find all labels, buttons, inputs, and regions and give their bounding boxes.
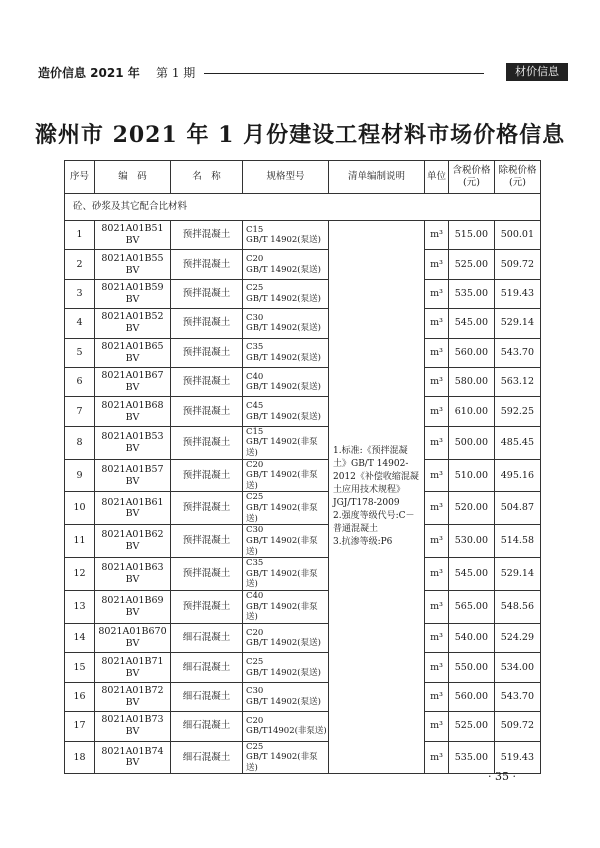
cell-seq: 1 xyxy=(65,221,95,250)
cell-seq: 5 xyxy=(65,338,95,367)
cell-unit: m³ xyxy=(425,309,449,338)
table-row xyxy=(65,338,541,367)
cell-spec: C25 GB/T 14902(泵送) xyxy=(243,653,329,682)
cell-seq: 18 xyxy=(65,741,95,774)
table-row xyxy=(65,525,541,558)
cell-price-notax: 500.01 xyxy=(495,221,541,250)
page-title: 滁州市 2021 年 1 月份建设工程材料市场价格信息 xyxy=(34,122,566,148)
col-header-desc: 清单编制说明 xyxy=(329,161,425,194)
cell-price-notax: 529.14 xyxy=(495,558,541,591)
cell-price-tax: 535.00 xyxy=(449,279,495,308)
cell-price-notax: 509.72 xyxy=(495,712,541,741)
col-header-seq: 序号 xyxy=(65,161,95,194)
cell-price-tax: 510.00 xyxy=(449,459,495,492)
cell-unit: m³ xyxy=(425,279,449,308)
cell-price-tax: 535.00 xyxy=(449,741,495,774)
table-row xyxy=(65,623,541,652)
running-header xyxy=(38,64,559,82)
table-row xyxy=(65,741,541,774)
issue-number: 第 1 期 xyxy=(156,66,196,80)
cell-price-notax: 485.45 xyxy=(495,426,541,459)
cell-price-tax: 550.00 xyxy=(449,653,495,682)
cell-price-tax: 515.00 xyxy=(449,221,495,250)
table-row xyxy=(65,459,541,492)
cell-unit: m³ xyxy=(425,591,449,624)
cell-name: 预拌混凝土 xyxy=(171,525,243,558)
cell-seq: 8 xyxy=(65,426,95,459)
cell-seq: 11 xyxy=(65,525,95,558)
cell-spec: C25 GB/T 14902(非泵送) xyxy=(243,492,329,525)
table-row xyxy=(65,279,541,308)
cell-name: 预拌混凝土 xyxy=(171,459,243,492)
cell-code: 8021A01B74 BV xyxy=(95,741,171,774)
cell-name: 预拌混凝土 xyxy=(171,492,243,525)
cell-price-tax: 545.00 xyxy=(449,558,495,591)
cell-seq: 15 xyxy=(65,653,95,682)
cell-price-tax: 560.00 xyxy=(449,682,495,711)
cell-price-notax: 495.16 xyxy=(495,459,541,492)
cell-price-notax: 543.70 xyxy=(495,338,541,367)
cell-price-notax: 548.56 xyxy=(495,591,541,624)
cell-unit: m³ xyxy=(425,558,449,591)
page-number: · 35 · xyxy=(488,770,516,783)
cell-price-tax: 560.00 xyxy=(449,338,495,367)
cell-spec: C15 GB/T 14902(泵送) xyxy=(243,221,329,250)
col-header-code: 编 码 xyxy=(95,161,171,194)
cell-unit: m³ xyxy=(425,426,449,459)
table-row xyxy=(65,367,541,396)
cell-spec: C35 GB/T 14902(非泵送) xyxy=(243,558,329,591)
price-table xyxy=(64,160,541,774)
cell-spec: C15 GB/T 14902(非泵送) xyxy=(243,426,329,459)
cell-name: 预拌混凝土 xyxy=(171,591,243,624)
cell-unit: m³ xyxy=(425,653,449,682)
col-header-spec: 规格型号 xyxy=(243,161,329,194)
cell-name: 细石混凝土 xyxy=(171,712,243,741)
section-tag: 材价信息 xyxy=(506,63,568,81)
cell-seq: 12 xyxy=(65,558,95,591)
cell-name: 预拌混凝土 xyxy=(171,250,243,279)
cell-unit: m³ xyxy=(425,221,449,250)
cell-spec: C35 GB/T 14902(泵送) xyxy=(243,338,329,367)
cell-spec: C20 GB/T 14902(非泵送) xyxy=(243,459,329,492)
cell-spec: C20 GB/T 14902(泵送) xyxy=(243,623,329,652)
cell-price-tax: 565.00 xyxy=(449,591,495,624)
cell-seq: 4 xyxy=(65,309,95,338)
cell-unit: m³ xyxy=(425,623,449,652)
cell-code: 8021A01B71 BV xyxy=(95,653,171,682)
cell-name: 预拌混凝土 xyxy=(171,558,243,591)
cell-price-notax: 514.58 xyxy=(495,525,541,558)
cell-name: 预拌混凝土 xyxy=(171,426,243,459)
cell-seq: 17 xyxy=(65,712,95,741)
cell-name: 预拌混凝土 xyxy=(171,279,243,308)
cell-code: 8021A01B53 BV xyxy=(95,426,171,459)
cell-price-notax: 592.25 xyxy=(495,397,541,426)
table-row xyxy=(65,712,541,741)
cell-price-tax: 610.00 xyxy=(449,397,495,426)
cell-price-notax: 524.29 xyxy=(495,623,541,652)
cell-seq: 2 xyxy=(65,250,95,279)
cell-spec: C30 GB/T 14902(泵送) xyxy=(243,682,329,711)
cell-code: 8021A01B52 BV xyxy=(95,309,171,338)
cell-name: 细石混凝土 xyxy=(171,623,243,652)
cell-price-tax: 520.00 xyxy=(449,492,495,525)
table-row xyxy=(65,682,541,711)
cell-name: 预拌混凝土 xyxy=(171,338,243,367)
cell-code: 8021A01B73 BV xyxy=(95,712,171,741)
cell-seq: 13 xyxy=(65,591,95,624)
col-header-unit: 单位 xyxy=(425,161,449,194)
cell-spec: C20 GB/T14902(非泵送) xyxy=(243,712,329,741)
cell-price-notax: 519.43 xyxy=(495,279,541,308)
cell-spec: C25 GB/T 14902(泵送) xyxy=(243,279,329,308)
cell-spec: C40 GB/T 14902(泵送) xyxy=(243,367,329,396)
cell-seq: 10 xyxy=(65,492,95,525)
cell-name: 预拌混凝土 xyxy=(171,397,243,426)
cell-unit: m³ xyxy=(425,492,449,525)
cell-price-notax: 504.87 xyxy=(495,492,541,525)
cell-unit: m³ xyxy=(425,459,449,492)
cell-price-notax: 529.14 xyxy=(495,309,541,338)
table-row xyxy=(65,221,541,250)
table-row xyxy=(65,492,541,525)
col-header-name: 名 称 xyxy=(171,161,243,194)
cell-code: 8021A01B670 BV xyxy=(95,623,171,652)
cell-unit: m³ xyxy=(425,712,449,741)
cell-name: 预拌混凝土 xyxy=(171,367,243,396)
cell-code: 8021A01B57 BV xyxy=(95,459,171,492)
cell-spec: C20 GB/T 14902(泵送) xyxy=(243,250,329,279)
cell-price-tax: 525.00 xyxy=(449,712,495,741)
table-row xyxy=(65,397,541,426)
cell-price-tax: 500.00 xyxy=(449,426,495,459)
cell-price-tax: 545.00 xyxy=(449,309,495,338)
cell-spec: C40 GB/T 14902(非泵送) xyxy=(243,591,329,624)
cell-code: 8021A01B72 BV xyxy=(95,682,171,711)
cell-unit: m³ xyxy=(425,397,449,426)
cell-unit: m³ xyxy=(425,741,449,774)
col-header-price-notax: 除税价格(元) xyxy=(495,161,541,194)
cell-price-notax: 519.43 xyxy=(495,741,541,774)
table-row xyxy=(65,653,541,682)
section-row xyxy=(65,194,541,221)
cell-seq: 6 xyxy=(65,367,95,396)
cell-seq: 14 xyxy=(65,623,95,652)
cell-price-notax: 509.72 xyxy=(495,250,541,279)
cell-code: 8021A01B51 BV xyxy=(95,221,171,250)
cell-note: 1.标准:《预拌混凝土》GB/T 14902-2012《补偿收缩混凝土应用技术规程》JGJ/T178-2009 2.强度等级代号:C－普通混凝土 3.抗渗等级:P6 xyxy=(329,221,425,774)
cell-price-notax: 543.70 xyxy=(495,682,541,711)
cell-name: 预拌混凝土 xyxy=(171,309,243,338)
table-row xyxy=(65,250,541,279)
cell-unit: m³ xyxy=(425,367,449,396)
cell-code: 8021A01B69 BV xyxy=(95,591,171,624)
cell-spec: C30 GB/T 14902(非泵送) xyxy=(243,525,329,558)
cell-price-notax: 563.12 xyxy=(495,367,541,396)
cell-price-notax: 534.00 xyxy=(495,653,541,682)
publication-name: 造价信息 2021 年 xyxy=(38,66,140,80)
col-header-price-tax: 含税价格(元) xyxy=(449,161,495,194)
table-row xyxy=(65,426,541,459)
cell-code: 8021A01B63 BV xyxy=(95,558,171,591)
cell-name: 预拌混凝土 xyxy=(171,221,243,250)
cell-seq: 9 xyxy=(65,459,95,492)
cell-price-tax: 580.00 xyxy=(449,367,495,396)
cell-code: 8021A01B59 BV xyxy=(95,279,171,308)
cell-seq: 7 xyxy=(65,397,95,426)
cell-seq: 3 xyxy=(65,279,95,308)
cell-unit: m³ xyxy=(425,525,449,558)
table-row xyxy=(65,558,541,591)
cell-unit: m³ xyxy=(425,250,449,279)
cell-price-tax: 525.00 xyxy=(449,250,495,279)
cell-name: 细石混凝土 xyxy=(171,741,243,774)
header-rule xyxy=(204,73,484,74)
section-title: 砼、砂浆及其它配合比材料 xyxy=(65,194,541,221)
cell-spec: C25 GB/T 14902(非泵送) xyxy=(243,741,329,774)
cell-unit: m³ xyxy=(425,682,449,711)
cell-code: 8021A01B55 BV xyxy=(95,250,171,279)
cell-name: 细石混凝土 xyxy=(171,653,243,682)
cell-price-tax: 530.00 xyxy=(449,525,495,558)
cell-code: 8021A01B67 BV xyxy=(95,367,171,396)
table-row xyxy=(65,591,541,624)
cell-spec: C45 GB/T 14902(泵送) xyxy=(243,397,329,426)
cell-code: 8021A01B68 BV xyxy=(95,397,171,426)
cell-code: 8021A01B62 BV xyxy=(95,525,171,558)
cell-seq: 16 xyxy=(65,682,95,711)
cell-name: 细石混凝土 xyxy=(171,682,243,711)
table-row xyxy=(65,309,541,338)
cell-code: 8021A01B65 BV xyxy=(95,338,171,367)
table-header-row xyxy=(65,161,541,194)
cell-price-tax: 540.00 xyxy=(449,623,495,652)
cell-code: 8021A01B61 BV xyxy=(95,492,171,525)
cell-unit: m³ xyxy=(425,338,449,367)
cell-spec: C30 GB/T 14902(泵送) xyxy=(243,309,329,338)
